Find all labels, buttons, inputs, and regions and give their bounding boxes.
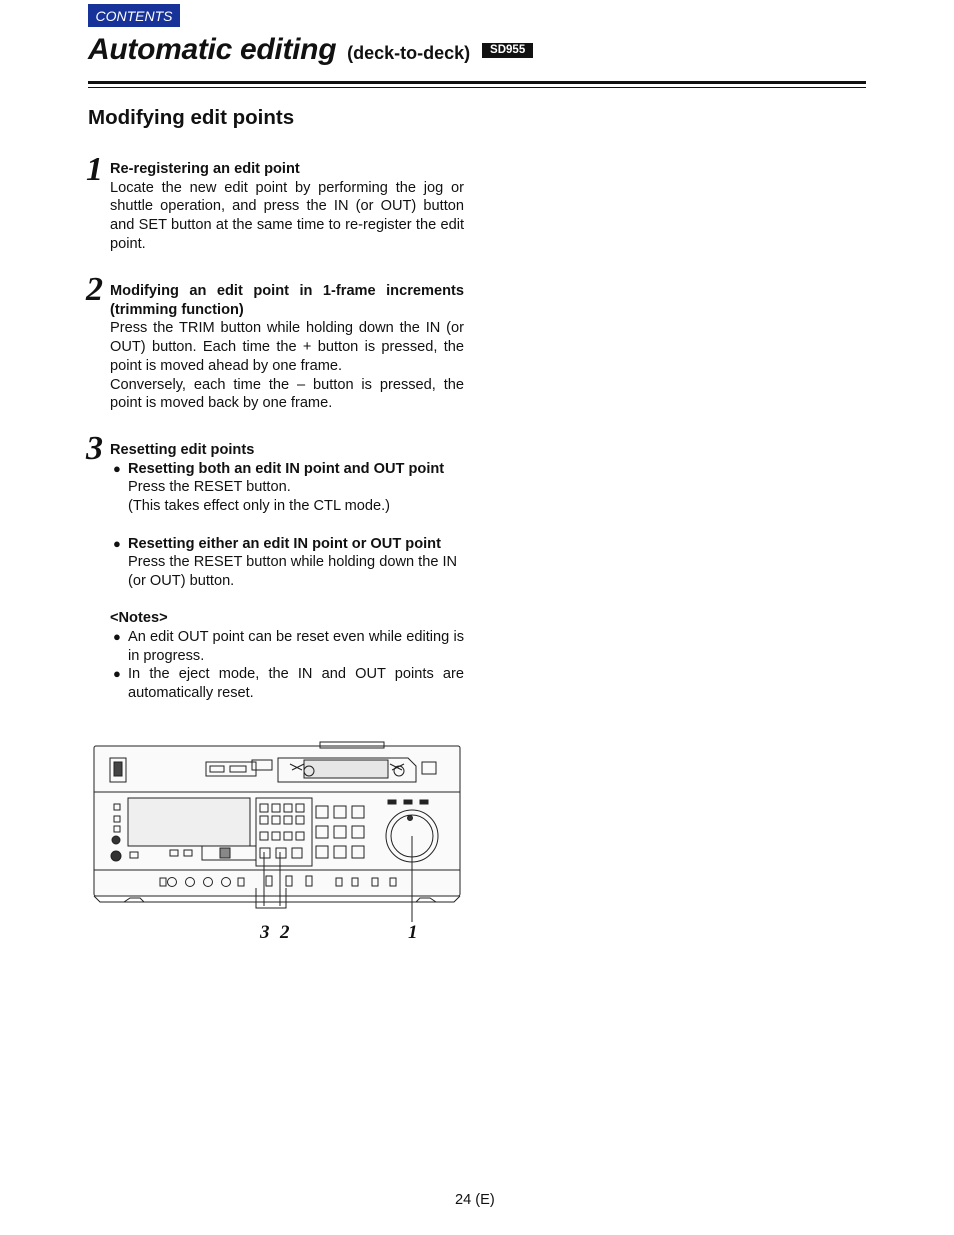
step-3-bullet-2-heading: Resetting either an edit IN point or OUT point — [128, 535, 441, 552]
step-1-number: 1 — [86, 151, 103, 188]
page-title-main: Automatic editing — [88, 33, 337, 66]
figure-callout-2: 2 — [280, 922, 290, 943]
step-2-number: 2 — [86, 271, 103, 308]
step-2-body-2: Conversely, each time the – button is pressed, the point is moved back by one frame. — [110, 376, 464, 412]
step-3-heading: Resetting edit points — [110, 442, 255, 458]
bullet-dot-icon: ● — [113, 460, 121, 476]
note-text: An edit OUT point can be reset even while editing is in progress. — [128, 629, 464, 664]
notes-heading: <Notes> — [110, 610, 168, 627]
step-2-body-1: Press the TRIM button while holding down the IN (or OUT) button. Each time the + button is pressed, the point is moved ahead by one frame. — [110, 320, 464, 374]
step-1-body: Locate the new edit point by performing the jog or shuttle operation, and press the IN (or OUT) button and SET button at the same time to re-register the edit point. — [110, 179, 464, 252]
deck-front-panel-figure — [90, 740, 470, 955]
step-3-bullet-2-line-1: Press the RESET button while holding down the IN (or OUT) button. — [128, 554, 458, 589]
bullet-dot-icon: ● — [113, 629, 121, 644]
step-2 — [110, 282, 464, 413]
page-number: 24 (E) — [455, 1192, 495, 1208]
step-3-bullet-1-heading: Resetting both an edit IN point and OUT point — [128, 460, 445, 477]
section-title: Modifying edit points — [88, 106, 295, 129]
step-2-heading: Modifying an edit point in 1-frame increments (trimming function) — [110, 283, 464, 318]
note-item — [110, 628, 464, 665]
header-rule-thick — [88, 81, 866, 84]
step-1-heading: Re-registering an edit point — [110, 161, 300, 177]
step-3-bullet-1-line-1: Press the RESET button. — [128, 479, 291, 496]
step-3-bullet-1 — [110, 460, 464, 516]
figure-callout-3: 3 — [260, 922, 270, 943]
model-badge: SD955 — [482, 43, 533, 58]
step-3-bullet-1-line-2: (This takes effect only in the CTL mode.) — [128, 498, 390, 515]
note-item — [110, 665, 464, 702]
bullet-dot-icon: ● — [113, 666, 121, 682]
step-3 — [110, 441, 464, 703]
deck-front-panel-illustration — [90, 740, 470, 950]
page-title — [88, 30, 533, 67]
page-title-subtitle: (deck-to-deck) — [347, 43, 471, 63]
step-3-bullet-2 — [110, 535, 464, 591]
contents-button[interactable]: CONTENTS — [88, 4, 180, 27]
step-1 — [110, 160, 464, 254]
step-3-number: 3 — [86, 430, 103, 467]
header-rule-thin — [88, 87, 866, 88]
note-text: In the eject mode, the IN and OUT points are automatically reset. — [128, 666, 464, 702]
bullet-dot-icon: ● — [113, 535, 121, 551]
figure-callout-1: 1 — [408, 922, 418, 943]
